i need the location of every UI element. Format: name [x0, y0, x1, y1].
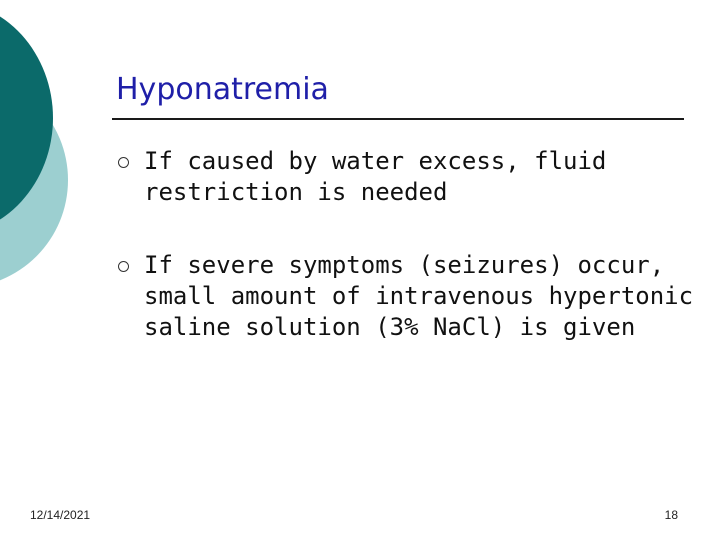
bullet-text: If caused by water excess, fluid restriction is needed	[144, 147, 607, 206]
bullet-circle-icon	[118, 261, 129, 272]
bullet-item	[116, 146, 696, 208]
bullet-item	[116, 250, 696, 343]
bullet-list	[116, 146, 696, 385]
page-number: 18	[664, 508, 678, 522]
footer-date: 12/14/2021	[30, 508, 91, 522]
bullet-circle-icon	[118, 157, 129, 168]
slide-title: Hyponatremia	[116, 72, 329, 107]
title-underline	[112, 118, 684, 120]
decorative-teal-circles	[0, 0, 120, 300]
bullet-text: If severe symptoms (seizures) occur, small amount of intravenous hypertonic saline solution (3% NaCl) is given	[144, 251, 694, 341]
